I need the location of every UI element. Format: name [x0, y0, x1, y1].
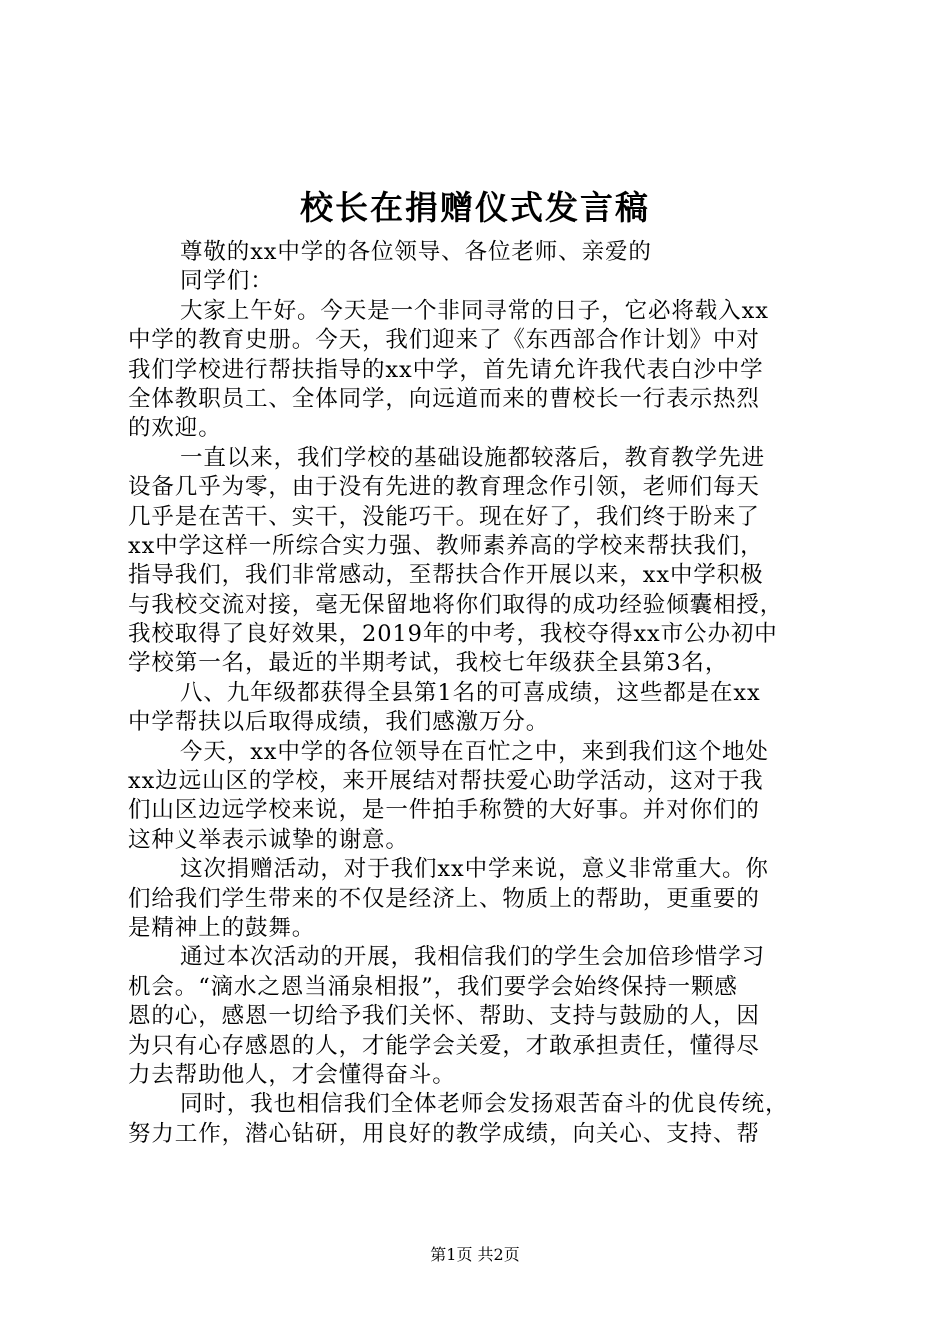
body-line: xx中学这样一所综合实力强、教师素养高的学校来帮扶我们， [128, 532, 764, 559]
body-line: 是精神上的鼓舞。 [128, 914, 316, 941]
body-line: 通过本次活动的开展，我相信我们的学生会加倍珍惜学习 [180, 944, 766, 971]
body-line: xx边远山区的学校，来开展结对帮扶爱心助学活动，这对于我 [128, 768, 764, 795]
body-line: 们山区边远学校来说，是一件拍手称赞的大好事。并对你们的 [128, 797, 760, 824]
body-line: 这次捐赠活动，对于我们xx中学来说，意义非常重大。你 [180, 856, 769, 883]
body-line: 几乎是在苦干、实干，没能巧干。现在好了，我们终于盼来了 [128, 503, 760, 530]
body-line: 这种义举表示诚挚的谢意。 [128, 826, 409, 853]
body-line: 与我校交流对接，毫无保留地将你们取得的成功经验倾囊相授， [128, 591, 784, 618]
document-body [128, 238, 836, 1149]
body-line: 中学帮扶以后取得成绩，我们感激万分。 [128, 709, 550, 736]
body-line: 我们学校进行帮扶指导的xx中学，首先请允许我代表白沙中学 [128, 356, 764, 383]
body-line: 们给我们学生带来的不仅是经济上、物质上的帮助，更重要的 [128, 885, 760, 912]
page-number-footer: 第1页 共2页 [430, 1245, 520, 1264]
body-line: 设备几乎为零，由于没有先进的教育理念作引领，老师们每天 [128, 474, 760, 501]
body-line: 恩的心，感恩一切给予我们关怀、帮助、支持与鼓励的人，因 [128, 1003, 760, 1030]
body-line: 努力工作，潜心钻研，用良好的教学成绩，向关心、支持、帮 [128, 1120, 760, 1147]
body-line: 八、九年级都获得全县第1名的可喜成绩，这些都是在xx [180, 679, 761, 706]
body-line: 机会。“滴水之恩当涌泉相报”，我们要学会始终保持一颗感 [128, 973, 738, 1000]
body-line: 为只有心存感恩的人，才能学会关爱，才敢承担责任，懂得尽 [128, 1032, 760, 1059]
body-line: 中学的教育史册。今天，我们迎来了《东西部合作计划》中对 [128, 327, 760, 354]
body-line: 的欢迎。 [128, 415, 222, 442]
body-line: 指导我们，我们非常感动，至帮扶合作开展以来，xx中学积极 [128, 562, 764, 589]
body-line: 全体教职员工、全体同学，向远道而来的曹校长一行表示热烈 [128, 385, 760, 412]
body-line: 学校第一名，最近的半期考试，我校七年级获全县第3名， [128, 650, 729, 677]
body-line: 大家上午好。今天是一个非同寻常的日子，它必将载入xx [180, 297, 769, 324]
body-line: 一直以来，我们学校的基础设施都较落后，教育教学先进 [180, 444, 766, 471]
body-line: 我校取得了良好效果，2019年的中考，我校夺得xx市公办初中 [128, 621, 778, 648]
salutation-line: 同学们： [180, 268, 274, 295]
body-line: 力去帮助他人，才会懂得奋斗。 [128, 1061, 456, 1088]
document-title: 校长在捐赠仪式发言稿 [300, 188, 650, 227]
body-line: 今天，xx中学的各位领导在百忙之中，来到我们这个地处 [180, 738, 769, 765]
body-line: 同时，我也相信我们全体老师会发扬艰苦奋斗的优良传统， [180, 1091, 789, 1118]
salutation-line: 尊敬的xx中学的各位领导、各位老师、亲爱的 [180, 239, 652, 265]
